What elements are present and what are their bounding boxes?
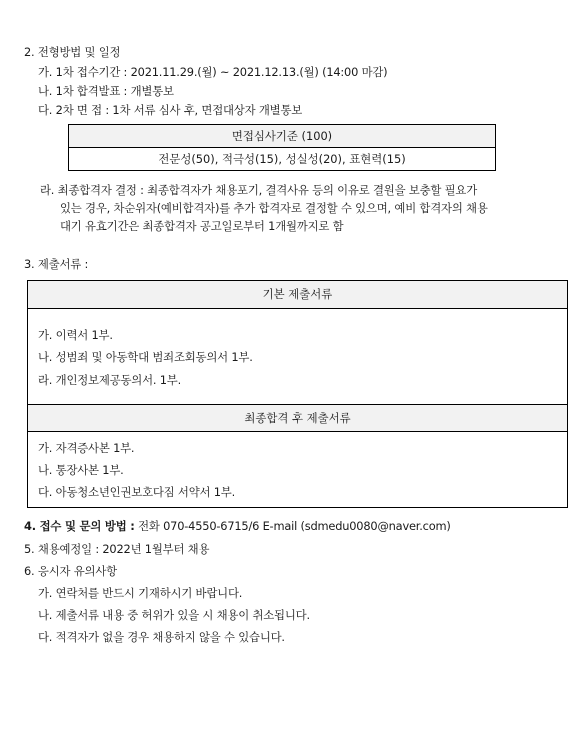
basic-document-item: 나. 성범죄 및 아동학대 범죄조회동의서 1부. [38, 350, 253, 364]
interview-criteria-header: 면접심사기준 (100) [69, 125, 496, 148]
contact-value: 전화 070-4550-6715/6 E-mail (sdmedu0080@naver.com) [134, 519, 451, 533]
documents-box [27, 280, 568, 508]
first-result-announcement: 나. 1차 합격발표 : 개별통보 [38, 84, 174, 98]
final-document-item: 다. 아동청소년인권보호다짐 서약서 1부. [38, 485, 236, 499]
basic-document-item: 라. 개인정보제공동의서. 1부. [38, 373, 181, 387]
notice-item: 가. 연락처를 반드시 기재하시기 바랍니다. [38, 586, 243, 600]
contact-info [24, 518, 451, 534]
contact-label: 4. 접수 및 문의 방법 : [24, 519, 135, 533]
notice-item: 다. 적격자가 없을 경우 채용하지 않을 수 있습니다. [38, 630, 285, 644]
final-document-item: 나. 통장사본 1부. [38, 463, 124, 477]
hiring-date: 5. 채용예정일 : 2022년 1월부터 채용 [24, 542, 210, 556]
second-interview: 다. 2차 면 접 : 1차 서류 심사 후, 면접대상자 개별통보 [38, 103, 303, 117]
notice-item: 나. 제출서류 내용 중 허위가 있을 시 채용이 취소됩니다. [38, 608, 310, 622]
interview-criteria-table [68, 124, 496, 171]
section-3-title: 3. 제출서류 : [24, 257, 89, 271]
basic-documents-header: 기본 제출서류 [28, 281, 567, 308]
application-period: 가. 1차 접수기간 : 2021.11.29.(월) ~ 2021.12.13.(월) (14:00 마감) [38, 65, 388, 79]
final-document-item: 가. 자격증사본 1부. [38, 441, 135, 455]
section-2-title: 2. 전형방법 및 일정 [24, 45, 121, 59]
divider [28, 431, 567, 432]
final-decision-line-2: 있는 경우, 차순위자(예비합격자)를 추가 합격자로 결정할 수 있으며, 예비 합격자의 채용 [60, 201, 488, 215]
section-6-title: 6. 응시자 유의사항 [24, 564, 117, 578]
basic-document-item: 가. 이력서 1부. [38, 328, 113, 342]
final-decision-line-1: 라. 최종합격자 결정 : 최종합격자가 채용포기, 결격사유 등의 이유로 결원을 보충할 필요가 [40, 183, 478, 197]
final-decision-line-3: 대기 유효기간은 최종합격자 공고일로부터 1개월까지로 함 [60, 219, 344, 233]
divider [28, 308, 567, 309]
interview-criteria-values: 전문성(50), 적극성(15), 성실성(20), 표현력(15) [69, 148, 496, 171]
final-documents-header: 최종합격 후 제출서류 [28, 405, 567, 431]
